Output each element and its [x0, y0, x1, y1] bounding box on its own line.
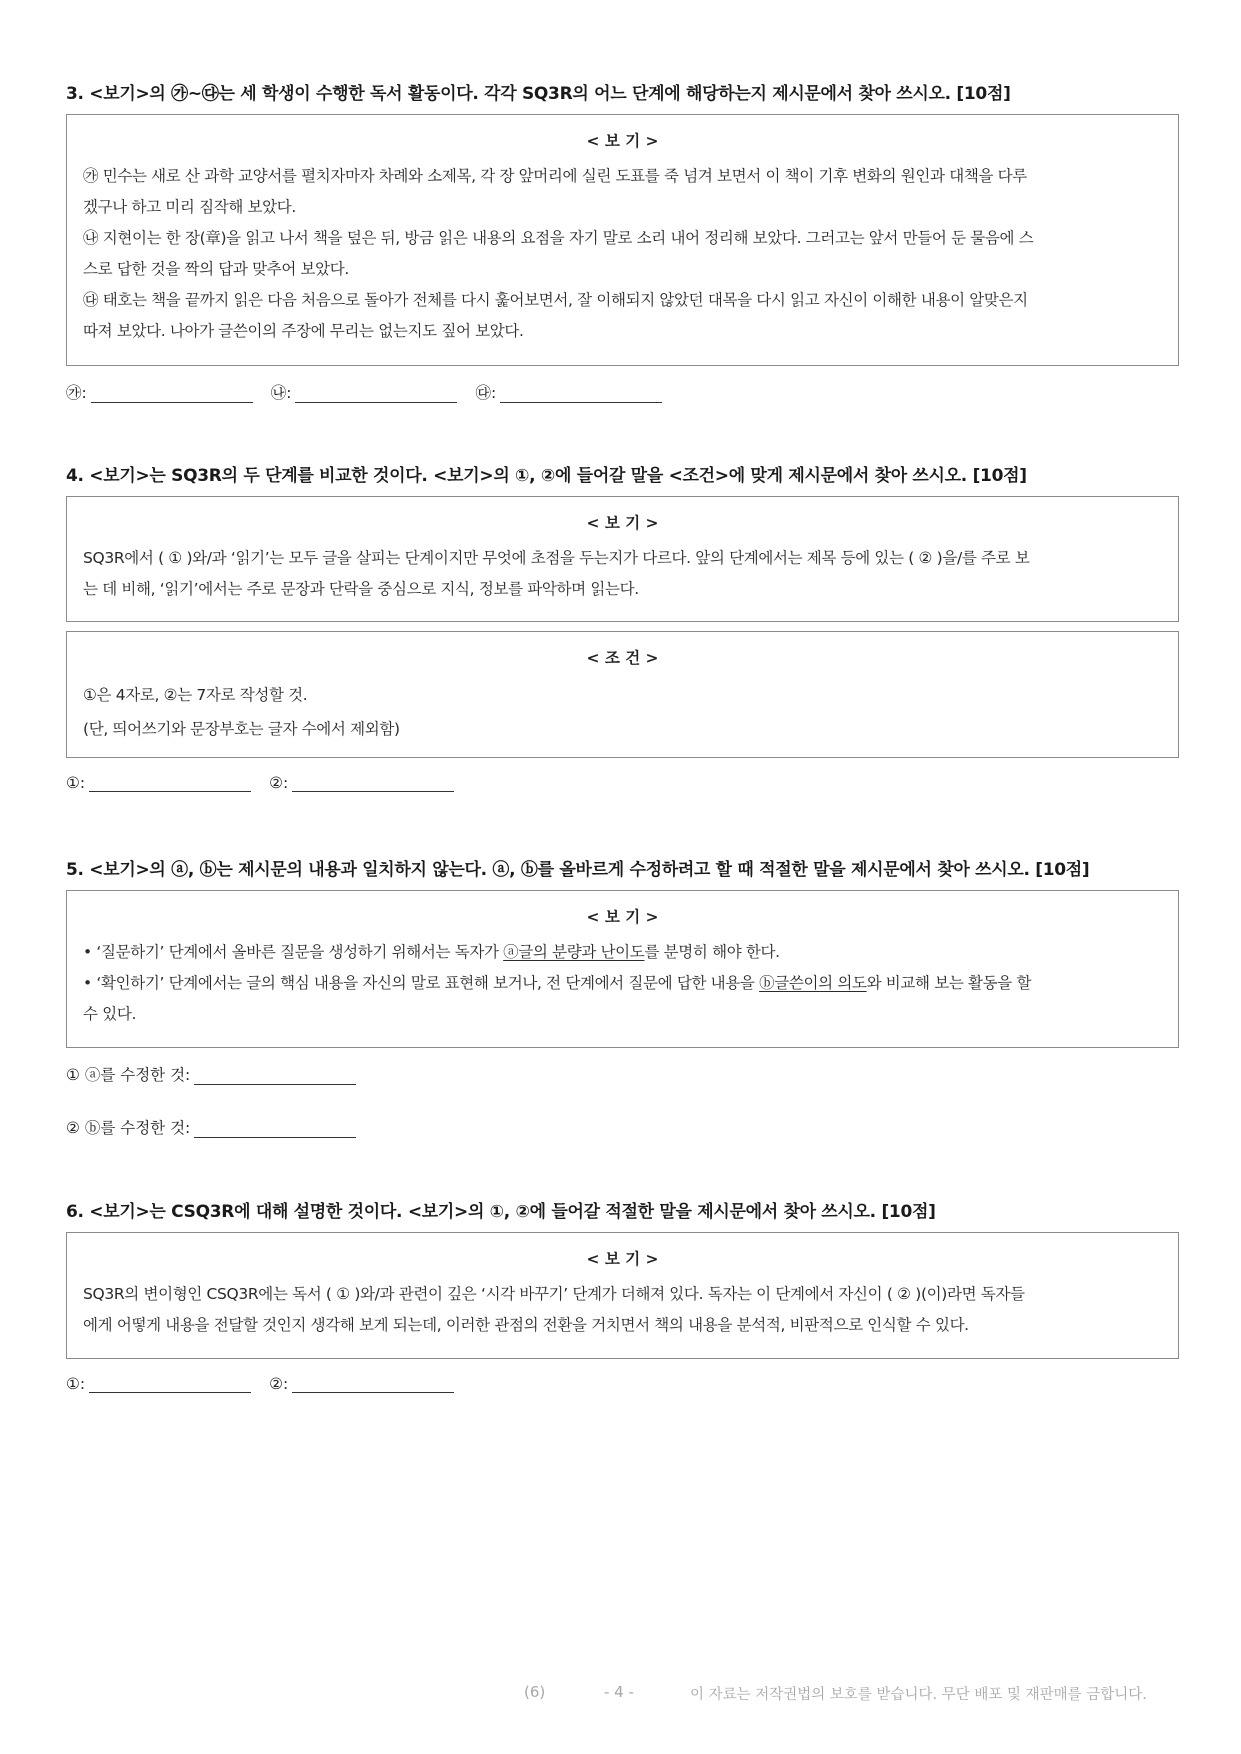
condition-line: (단, 띄어쓰기와 문장부호는 글자 수에서 제외함) [83, 720, 400, 738]
box-text-line: 는 데 비해, ‘읽기’에서는 주로 문장과 단락을 중심으로 지식, 정보를 파악하며 읽는다. [83, 580, 639, 598]
box-text-line [83, 968, 1162, 999]
answer-blank[interactable] [194, 1068, 356, 1085]
question-5-title: 5. <보기>의 ⓐ, ⓑ는 제시문의 내용과 일치하지 않는다. ⓐ, ⓑ를 올바르게 수정하려고 할 때 적절한 말을 제시문에서 찾아 쓰시오. [10점] [66, 860, 1090, 880]
box-heading: < 보 기 > [586, 132, 659, 150]
answer-blank[interactable] [91, 386, 253, 403]
answer-blank[interactable] [292, 1376, 454, 1393]
answer-blank[interactable] [295, 386, 457, 403]
answer-label: ②: [269, 1375, 289, 1393]
underlined-phrase-a: ⓐ글의 분량과 난이도 [503, 943, 645, 961]
text-segment: 를 분명히 해야 한다. [644, 943, 780, 961]
copyright-notice: 이 자료는 저작권법의 보호를 받습니다. 무단 배포 및 재판매를 금합니다. [690, 1687, 1147, 1703]
answer-2 [269, 774, 454, 792]
condition-heading: < 조 건 > [586, 649, 659, 667]
answer-label: ①: [66, 1375, 86, 1393]
q4-example-box [66, 496, 1179, 622]
box-heading: < 보 기 > [586, 514, 659, 532]
answer-1 [66, 1375, 251, 1393]
answer-blank[interactable] [89, 1376, 251, 1393]
answer-blank[interactable] [500, 386, 662, 403]
answer-label: ② ⓑ를 수정한 것: [66, 1119, 191, 1137]
answer-blank[interactable] [89, 775, 251, 792]
text-segment: • ‘질문하기’ 단계에서 올바른 질문을 생성하기 위해서는 독자가 [83, 943, 504, 961]
box-text-line [83, 937, 1162, 968]
answer-a [66, 1063, 356, 1085]
q6-example-box [66, 1232, 1179, 1359]
q5-example-box [66, 890, 1179, 1048]
box-text-line: 겠구나 하고 미리 짐작해 보았다. [83, 198, 296, 216]
q3-example-box [66, 114, 1179, 366]
answer-label: ㉯: [270, 384, 292, 402]
q6-answer-row [66, 1375, 472, 1393]
box-text-line: ㉰ 태호는 책을 끝까지 읽은 다음 처음으로 돌아가 전체를 다시 훑어보면서, 잘 이해되지 않았던 대목을 다시 읽고 자신이 이해한 내용이 알맞은지 [83, 291, 1028, 309]
q5-answer-row-2 [66, 1116, 374, 1138]
answer-label: ②: [269, 774, 289, 792]
answer-label: ㉰: [475, 384, 497, 402]
answer-label: ①: [66, 774, 86, 792]
text-segment: 와 비교해 보는 활동을 할 [866, 974, 1032, 992]
box-text-line: 스로 답한 것을 짝의 답과 맞추어 보았다. [83, 260, 350, 278]
box-text-line: 따져 보았다. 나아가 글쓴이의 주장에 무리는 없는지도 짚어 보았다. [83, 322, 524, 340]
answer-label: ① ⓐ를 수정한 것: [66, 1066, 191, 1084]
box-text-line: ㉮ 민수는 새로 산 과학 교양서를 펼치자마자 차례와 소제목, 각 장 앞머리에 실린 도표를 죽 넘겨 보면서 이 책이 기후 변화의 원인과 대책을 다루 [83, 167, 1027, 185]
answer-da [475, 381, 662, 403]
box-text-line: ㉯ 지현이는 한 장(章)을 읽고 나서 책을 덮은 뒤, 방금 읽은 내용의 요점을 자기 말로 소리 내어 정리해 보았다. 그러고는 앞서 만들어 둔 물음에 스 [83, 229, 1034, 247]
answer-na [271, 381, 458, 403]
question-3-title: 3. <보기>의 ㉮~㉰는 세 학생이 수행한 독서 활동이다. 각각 SQ3R의 어느 단계에 해당하는지 제시문에서 찾아 쓰시오. [10점] [66, 84, 1011, 104]
condition-line: ①은 4자로, ②는 7자로 작성할 것. [83, 686, 308, 704]
q3-answer-row [66, 381, 680, 403]
q5-answer-row-1 [66, 1063, 374, 1085]
box-heading: < 보 기 > [586, 1250, 659, 1268]
question-4-title: 4. <보기>는 SQ3R의 두 단계를 비교한 것이다. <보기>의 ①, ②에 들어갈 말을 <조건>에 맞게 제시문에서 찾아 쓰시오. [10점] [66, 466, 1027, 486]
answer-ga [66, 381, 253, 403]
box-text-line: 수 있다. [83, 1005, 137, 1023]
box-text-line: 에게 어떻게 내용을 전달할 것인지 생각해 보게 되는데, 이러한 관점의 전환을 거치면서 책의 내용을 분석적, 비판적으로 인식할 수 있다. [83, 1316, 969, 1334]
box-heading: < 보 기 > [586, 908, 659, 926]
question-6-title: 6. <보기>는 CSQ3R에 대해 설명한 것이다. <보기>의 ①, ②에 들어갈 적절한 말을 제시문에서 찾아 쓰시오. [10점] [66, 1202, 936, 1222]
answer-2 [269, 1375, 454, 1393]
box-text-line: SQ3R에서 ( ① )와/과 ‘읽기’는 모두 글을 살피는 단계이지만 무엇에 초점을 두는지가 다르다. 앞의 단계에서는 제목 등에 있는 ( ② )을/를 주로 보 [83, 549, 1030, 567]
q4-answer-row [66, 774, 472, 792]
underlined-phrase-b: ⓑ글쓴이의 의도 [759, 974, 867, 992]
answer-1 [66, 774, 251, 792]
text-segment: • ‘확인하기’ 단계에서는 글의 핵심 내용을 자신의 말로 표현해 보거나, 전 단계에서 질문에 답한 내용을 [83, 974, 760, 992]
answer-blank[interactable] [194, 1121, 356, 1138]
page-label: (6) [524, 1683, 546, 1701]
answer-blank[interactable] [292, 775, 454, 792]
box-text-line: SQ3R의 변이형인 CSQ3R에는 독서 ( ① )와/과 관련이 깊은 ‘시각 바꾸기’ 단계가 더해져 있다. 독자는 이 단계에서 자신이 ( ② )(이)라면 독자들 [83, 1285, 1025, 1303]
answer-b [66, 1116, 356, 1138]
page-number: - 4 - [604, 1683, 634, 1701]
answer-label: ㉮: [66, 384, 87, 402]
q4-condition-box [66, 631, 1179, 758]
